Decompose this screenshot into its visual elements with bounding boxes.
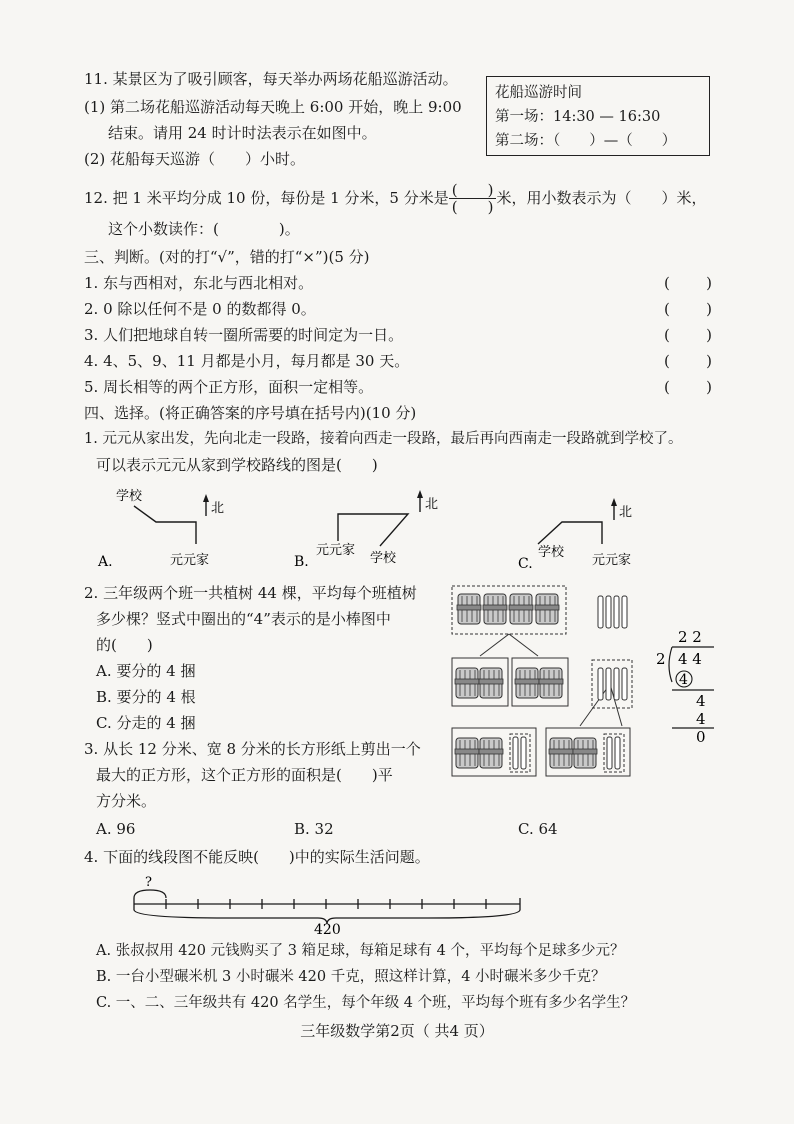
division-step-2: 4 xyxy=(696,710,706,728)
q12-fraction-blank xyxy=(449,182,497,215)
q11-part2: (2) 花船每天巡游（ ）小时。 xyxy=(84,150,306,168)
choice-q1-line2: 可以表示元元从家到学校路线的图是( ) xyxy=(96,456,378,474)
section3-heading: 三、判断。(对的打“√”，错的打“×”)(5 分) xyxy=(84,248,370,266)
route-a-school: 学校 xyxy=(116,489,143,504)
fraction-numerator: ( ) xyxy=(449,182,497,199)
answer-paren-3[interactable]: ( ) xyxy=(664,326,712,344)
choice-q2-option-b[interactable]: B. 要分的 4 根 xyxy=(96,688,196,706)
route-c-home: 元元家 xyxy=(592,553,632,568)
choice-q2-line3: 的( ) xyxy=(96,636,153,654)
choice-q3-option-c[interactable]: C. 64 xyxy=(518,820,558,838)
q12-text-b: 米，用小数表示为（ ）米， xyxy=(496,188,707,207)
choice-q3-option-a[interactable]: A. 96 xyxy=(96,820,136,838)
segment-diagram xyxy=(128,874,528,934)
boat-schedule-row-2: 第二场：（ ）—（ ） xyxy=(495,133,677,149)
choice-q2-option-c[interactable]: C. 分走的 4 捆 xyxy=(96,714,196,732)
division-divisor: 2 xyxy=(656,650,666,668)
choice-q4-option-c[interactable]: C. 一、二、三年级共有 420 名学生，每个年级 4 个班，平均每个班有多少名学生？ xyxy=(96,995,636,1011)
choice-q4-option-a[interactable]: A. 张叔叔用 420 元钱购买了 3 箱足球，每箱足球有 4 个，平均每个足球多少元？ xyxy=(96,943,625,959)
q12-line1 xyxy=(84,182,706,215)
answer-paren-2[interactable]: ( ) xyxy=(664,300,712,318)
option-b-label[interactable]: B. xyxy=(294,554,309,570)
choice-q3-line2: 最大的正方形，这个正方形的面积是( )平 xyxy=(96,766,393,784)
judge-item-1: 1. 东与西相对，东北与西北相对。 xyxy=(84,274,314,292)
route-diagrams xyxy=(90,484,730,576)
choice-q3-line1: 3. 从长 12 分米、宽 8 分米的长方形纸上剪出一个 xyxy=(84,740,421,758)
route-b-north: 北 xyxy=(425,497,439,512)
route-c-north: 北 xyxy=(619,505,633,520)
long-division xyxy=(652,626,722,746)
route-c-path xyxy=(538,522,602,544)
section4-heading: 四、选择。(将正确答案的序号填在括号内)(10 分) xyxy=(84,404,417,422)
page-footer: 三年级数学第2页（ 共4 页） xyxy=(300,1022,494,1040)
judge-item-3: 3. 人们把地球自转一圈所需要的时间定为一日。 xyxy=(84,326,404,344)
choice-q1-line1: 1. 元元从家出发，先向北走一段路，接着向西走一段路，最后再向西南走一段路就到学校了。 xyxy=(84,431,683,447)
boat-schedule-row-1: 第一场：14:30 — 16:30 xyxy=(495,109,661,125)
answer-paren-1[interactable]: ( ) xyxy=(664,274,712,292)
division-circled-4: 4 xyxy=(679,672,688,688)
boat-schedule-title: 花船巡游时间 xyxy=(495,85,582,101)
division-dividend: 4 4 xyxy=(678,650,702,668)
choice-q4-line: 4. 下面的线段图不能反映( )中的实际生活问题。 xyxy=(84,848,430,866)
question-brace xyxy=(134,890,166,898)
fraction-denominator: ( ) xyxy=(451,198,494,216)
route-b-school: 学校 xyxy=(370,551,397,566)
choice-q2-option-a[interactable]: A. 要分的 4 捆 xyxy=(96,662,196,680)
judge-item-5: 5. 周长相等的两个正方形，面积一定相等。 xyxy=(84,378,374,396)
q12-text-a: 12. 把 1 米平均分成 10 份，每份是 1 分米，5 分米是 xyxy=(84,188,449,207)
route-a-home: 元元家 xyxy=(170,553,210,568)
answer-paren-4[interactable]: ( ) xyxy=(664,352,712,370)
boat-schedule-box xyxy=(486,76,710,156)
option-c-label[interactable]: C. xyxy=(518,556,533,572)
choice-q2-line1: 2. 三年级两个班一共植树 44 棵，平均每个班植树 xyxy=(84,584,417,602)
route-a-path xyxy=(134,506,196,544)
option-a-label[interactable]: A. xyxy=(98,554,113,570)
segment-total: 420 xyxy=(314,922,341,934)
q11-part1-line1: (1) 第二场花船巡游活动每天晚上 6:00 开始，晚上 9:00 xyxy=(84,98,462,116)
route-b-home: 元元家 xyxy=(316,543,356,558)
judge-item-2: 2. 0 除以任何不是 0 的数都得 0。 xyxy=(84,300,316,318)
answer-paren-5[interactable]: ( ) xyxy=(664,378,712,396)
route-c-school: 学校 xyxy=(538,545,565,560)
stick-bundle-diagram xyxy=(450,584,650,794)
division-quotient: 2 2 xyxy=(678,628,702,646)
choice-q3-line3: 方分米。 xyxy=(96,792,157,810)
segment-question-mark: ? xyxy=(145,875,152,890)
route-b-path xyxy=(338,514,408,546)
q12-line2: 这个小数读作：( )。 xyxy=(108,220,300,238)
route-a-north: 北 xyxy=(211,501,225,516)
choice-q4-option-b[interactable]: B. 一台小型碾米机 3 小时碾米 420 千克，照这样计算，4 小时碾米多少千克？ xyxy=(96,969,606,985)
division-step-1: 4 xyxy=(696,692,706,710)
judge-item-4: 4. 4、5、9、11 月都是小月，每月都是 30 天。 xyxy=(84,352,410,370)
choice-q2-line2: 多少棵？竖式中圈出的“4”表示的是小棒图中 xyxy=(96,610,391,628)
q11-part1-line2: 结束。请用 24 时计时法表示在如图中。 xyxy=(108,124,377,142)
q11-stem: 11. 某景区为了吸引顾客，每天举办两场花船巡游活动。 xyxy=(84,70,458,88)
choice-q3-option-b[interactable]: B. 32 xyxy=(294,820,334,838)
division-remainder: 0 xyxy=(696,728,706,746)
